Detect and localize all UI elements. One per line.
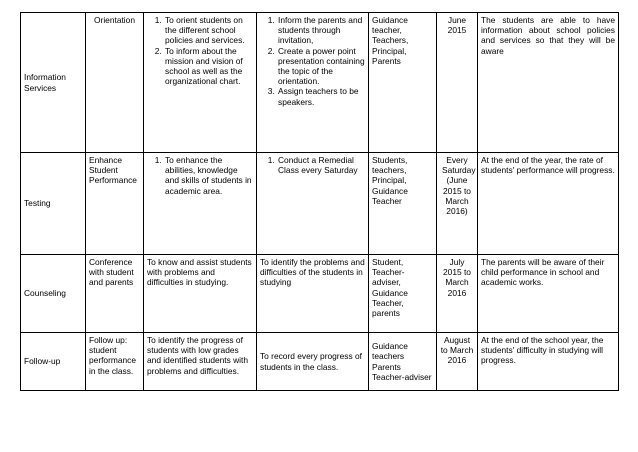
persons-cell xyxy=(369,255,437,333)
expected-outcome: The parents will be aware of their child performance in school and academic works. xyxy=(481,257,605,288)
persons-involved: Guidance teacher, Teachers, Principal, Parents xyxy=(372,15,409,66)
activity-name: Orientation xyxy=(94,15,135,25)
time-frame: July 2015 to March 2016 xyxy=(443,257,471,298)
guidance-program-table xyxy=(20,12,619,391)
outcome-cell xyxy=(478,153,619,255)
objectives-cell xyxy=(144,13,257,153)
objectives-text: To identify the progress of students with low grades and identified students with problems and difficulties. xyxy=(147,335,249,376)
expected-outcome: At the end of the year, the rate of students' performance will progress. xyxy=(481,155,615,176)
time-cell xyxy=(437,333,478,391)
persons-involved: Guidance teachers Parents Teacher-adviser xyxy=(372,341,432,382)
time-cell xyxy=(437,153,478,255)
list-item: 1. To enhance the abilities, knowledge and skills of students in academic area. xyxy=(164,155,253,196)
list-item: 1. To orient students on the different school policies and services. xyxy=(164,15,253,46)
persons-cell xyxy=(369,13,437,153)
time-frame: August to March 2016 xyxy=(440,335,474,366)
objectives-cell xyxy=(144,255,257,333)
service-name: Testing xyxy=(24,198,51,209)
time-frame: Every Saturday (June 2015 to March 2016) xyxy=(442,155,476,217)
outcome-cell xyxy=(478,13,619,153)
strategies-cell xyxy=(257,333,369,391)
time-cell xyxy=(437,13,478,153)
strategies-text: To identify the problems and difficulties of the students in studying xyxy=(260,257,365,288)
persons-cell xyxy=(369,153,437,255)
strategies-list xyxy=(260,15,365,107)
service-cell xyxy=(21,13,86,153)
expected-outcome: At the end of the school year, the students' difficulty in studying will progress. xyxy=(481,335,604,366)
objectives-text: To know and assist students with problems and difficulties in studying. xyxy=(147,257,252,288)
time-cell xyxy=(437,255,478,333)
objectives-list xyxy=(147,15,253,86)
objectives-cell xyxy=(144,333,257,391)
service-name: Counseling xyxy=(24,288,66,299)
table-row xyxy=(21,255,619,333)
strategies-list xyxy=(260,155,365,175)
strategies-text: To record every progress of students in the class. xyxy=(260,351,362,372)
activity-cell xyxy=(86,255,144,333)
activity-cell xyxy=(86,153,144,255)
list-item: 1. Conduct a Remedial Class every Saturday xyxy=(277,155,365,175)
activity-cell xyxy=(86,333,144,391)
objectives-cell xyxy=(144,153,257,255)
list-item: 3. Assign teachers to be speakers. xyxy=(277,86,365,106)
service-cell xyxy=(21,333,86,391)
persons-involved: Student, Teacher-adviser, Guidance Teacher, parents xyxy=(372,257,408,319)
activity-name: Follow up: student performance in the class. xyxy=(89,335,137,376)
persons-involved: Students, teachers, Principal, Guidance Teacher xyxy=(372,155,408,206)
table-row xyxy=(21,333,619,391)
activity-name: Conference with student and parents xyxy=(89,257,134,288)
strategies-cell xyxy=(257,153,369,255)
expected-outcome: The students are able to have information about school policies and services so that they will be aware xyxy=(481,15,615,56)
service-cell xyxy=(21,153,86,255)
list-item: 1. Inform the parents and students through invitation, xyxy=(277,15,365,46)
list-item: 2. To inform about the mission and vision of school as well as the organizational chart. xyxy=(164,46,253,87)
table-row xyxy=(21,153,619,255)
objectives-list xyxy=(147,155,253,196)
outcome-cell xyxy=(478,333,619,391)
strategies-cell xyxy=(257,13,369,153)
persons-cell xyxy=(369,333,437,391)
activity-name: Enhance Student Performance xyxy=(89,155,137,186)
service-name: Information Services xyxy=(24,72,66,93)
strategies-cell xyxy=(257,255,369,333)
time-frame: June 2015 xyxy=(447,15,467,36)
service-name: Follow-up xyxy=(24,356,61,367)
table-row xyxy=(21,13,619,153)
activity-cell xyxy=(86,13,144,153)
outcome-cell xyxy=(478,255,619,333)
service-cell xyxy=(21,255,86,333)
list-item: 2. Create a power point presentation containing the topic of the orientation. xyxy=(277,46,365,87)
